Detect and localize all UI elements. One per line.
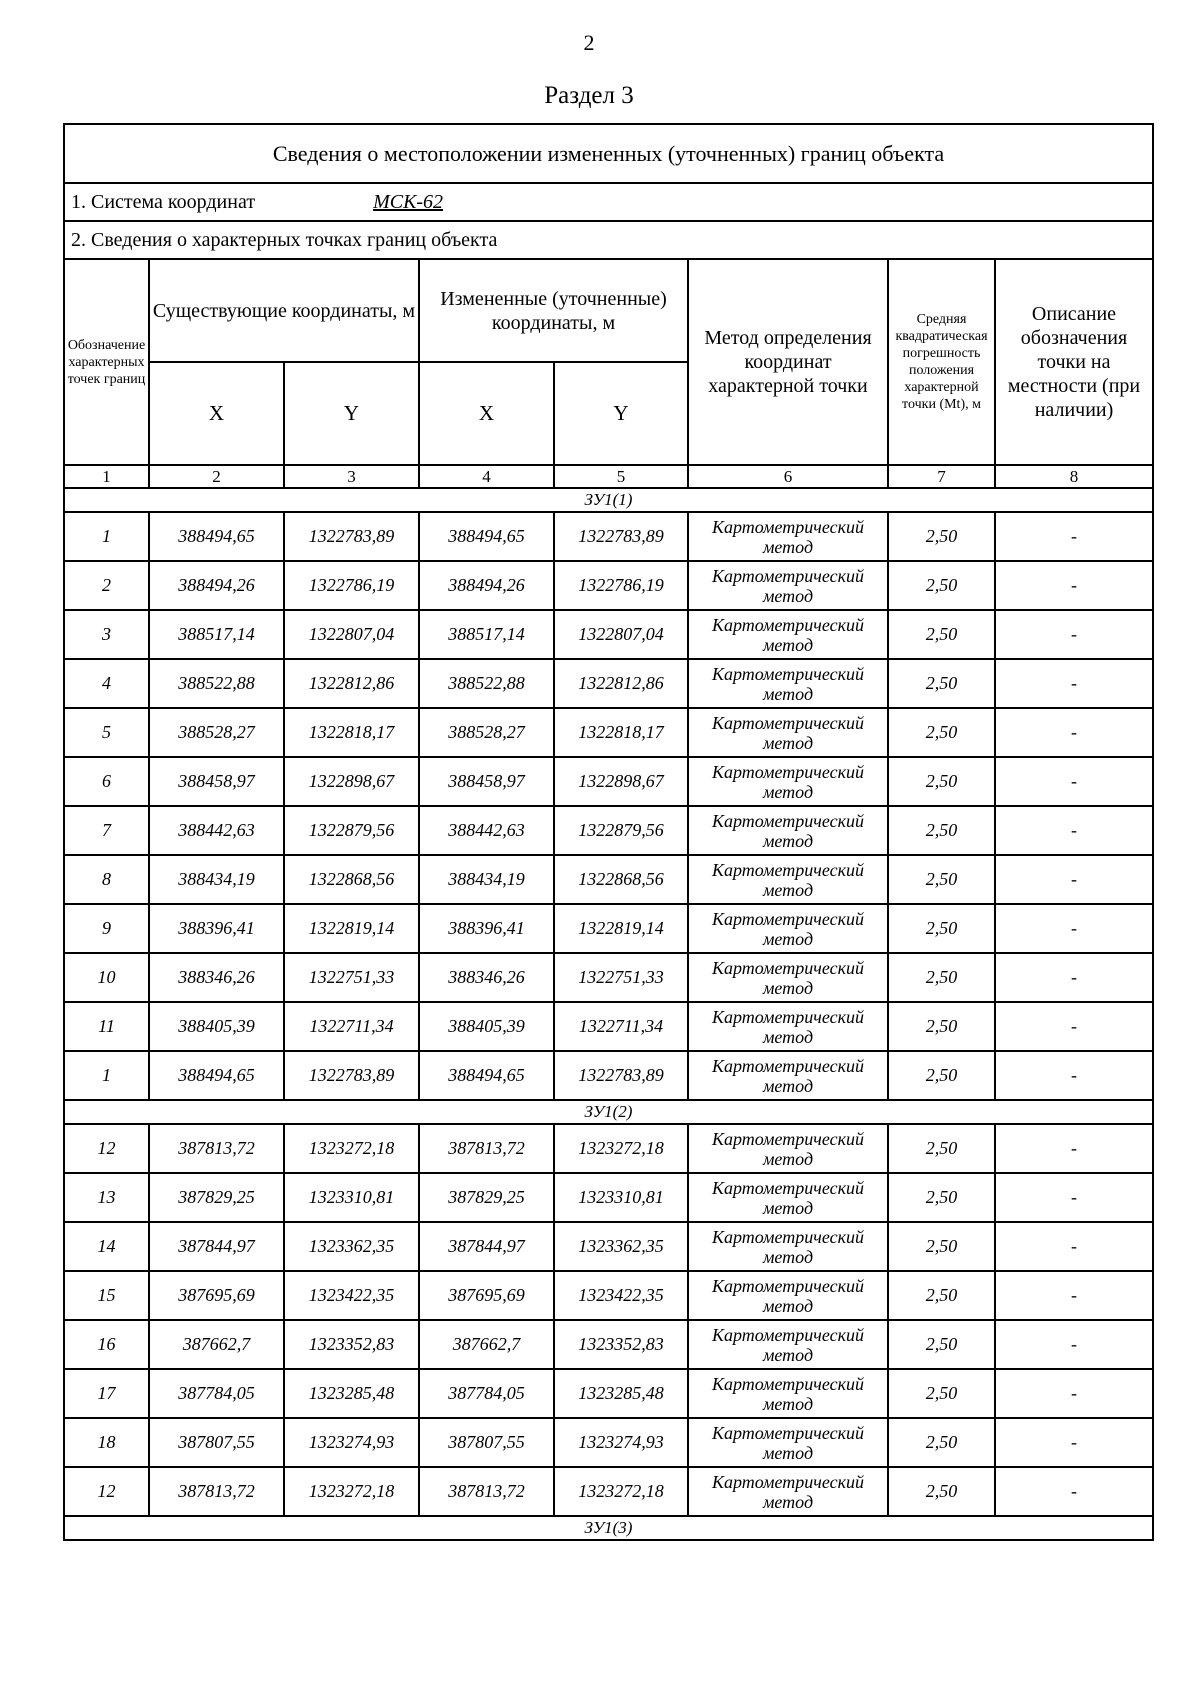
cell-existing-y: 1322819,14	[284, 904, 419, 953]
cell-point-id: 2	[64, 561, 149, 610]
group-name: ЗУ1(1)	[64, 488, 1153, 512]
group-row	[64, 488, 1153, 512]
cell-existing-x: 388346,26	[149, 953, 284, 1002]
cell-changed-x: 388405,39	[419, 1002, 554, 1051]
coord-system-value: МСК-62	[373, 190, 444, 213]
cell-description: -	[995, 512, 1153, 561]
cell-changed-x: 388458,97	[419, 757, 554, 806]
cell-method: Картометрический метод	[688, 1369, 888, 1418]
cell-changed-x: 387784,05	[419, 1369, 554, 1418]
cell-changed-y: 1323274,93	[554, 1418, 688, 1467]
cell-point-id: 15	[64, 1271, 149, 1320]
cell-point-id: 4	[64, 659, 149, 708]
cell-changed-x: 387807,55	[419, 1418, 554, 1467]
cell-description: -	[995, 659, 1153, 708]
cell-existing-x: 387807,55	[149, 1418, 284, 1467]
cell-error: 2,50	[888, 1222, 995, 1271]
cell-description: -	[995, 1467, 1153, 1516]
cell-existing-y: 1322711,34	[284, 1002, 419, 1051]
cell-point-id: 13	[64, 1173, 149, 1222]
cell-description: -	[995, 1124, 1153, 1173]
cell-point-id: 1	[64, 512, 149, 561]
table-row	[64, 1124, 1153, 1173]
table-body	[64, 124, 1153, 1540]
cell-existing-x: 387695,69	[149, 1271, 284, 1320]
cell-changed-x: 388528,27	[419, 708, 554, 757]
cell-changed-x: 387662,7	[419, 1320, 554, 1369]
column-number: 1	[64, 465, 149, 488]
cell-changed-x: 388442,63	[419, 806, 554, 855]
cell-changed-x: 388494,65	[419, 1051, 554, 1100]
cell-method: Картометрический метод	[688, 806, 888, 855]
cell-point-id: 12	[64, 1467, 149, 1516]
cell-point-id: 17	[64, 1369, 149, 1418]
cell-changed-y: 1322783,89	[554, 512, 688, 561]
cell-existing-y: 1322807,04	[284, 610, 419, 659]
table-row	[64, 1467, 1153, 1516]
cell-description: -	[995, 561, 1153, 610]
cell-description: -	[995, 1271, 1153, 1320]
cell-existing-y: 1322751,33	[284, 953, 419, 1002]
cell-point-id: 16	[64, 1320, 149, 1369]
cell-existing-x: 388458,97	[149, 757, 284, 806]
cell-existing-y: 1323422,35	[284, 1271, 419, 1320]
cell-changed-x: 387695,69	[419, 1271, 554, 1320]
cell-existing-y: 1322783,89	[284, 512, 419, 561]
table-row	[64, 1320, 1153, 1369]
column-numbers-row	[64, 465, 1153, 488]
header-designation: Обозначение характерных точек границ	[64, 259, 149, 465]
cell-description: -	[995, 610, 1153, 659]
cell-existing-y: 1322818,17	[284, 708, 419, 757]
cell-method: Картометрический метод	[688, 1271, 888, 1320]
header-changed-y: Y	[554, 362, 688, 465]
cell-point-id: 8	[64, 855, 149, 904]
cell-point-id: 18	[64, 1418, 149, 1467]
cell-method: Картометрический метод	[688, 708, 888, 757]
cell-existing-x: 387784,05	[149, 1369, 284, 1418]
cell-changed-y: 1322819,14	[554, 904, 688, 953]
cell-error: 2,50	[888, 1051, 995, 1100]
cell-point-id: 7	[64, 806, 149, 855]
cell-existing-x: 387662,7	[149, 1320, 284, 1369]
header-description: Описание обозначения точки на местности (при наличии)	[995, 259, 1153, 465]
cell-changed-y: 1322786,19	[554, 561, 688, 610]
cell-existing-x: 388434,19	[149, 855, 284, 904]
cell-existing-x: 388517,14	[149, 610, 284, 659]
table-row	[64, 1222, 1153, 1271]
cell-error: 2,50	[888, 610, 995, 659]
column-number: 7	[888, 465, 995, 488]
cell-changed-y: 1323310,81	[554, 1173, 688, 1222]
boundary-points-table	[63, 123, 1154, 1541]
cell-changed-y: 1323352,83	[554, 1320, 688, 1369]
coord-system-label: 1. Система координат	[71, 190, 256, 213]
cell-error: 2,50	[888, 806, 995, 855]
table-row	[64, 1271, 1153, 1320]
cell-method: Картометрический метод	[688, 1051, 888, 1100]
cell-error: 2,50	[888, 1271, 995, 1320]
cell-error: 2,50	[888, 512, 995, 561]
cell-changed-y: 1322868,56	[554, 855, 688, 904]
cell-existing-y: 1322898,67	[284, 757, 419, 806]
cell-existing-x: 388405,39	[149, 1002, 284, 1051]
table-row	[64, 1173, 1153, 1222]
cell-changed-y: 1323422,35	[554, 1271, 688, 1320]
cell-changed-x: 388346,26	[419, 953, 554, 1002]
cell-description: -	[995, 708, 1153, 757]
cell-method: Картометрический метод	[688, 953, 888, 1002]
cell-changed-x: 388494,65	[419, 512, 554, 561]
cell-method: Картометрический метод	[688, 855, 888, 904]
cell-existing-x: 388528,27	[149, 708, 284, 757]
cell-existing-y: 1322868,56	[284, 855, 419, 904]
cell-error: 2,50	[888, 659, 995, 708]
cell-error: 2,50	[888, 1467, 995, 1516]
cell-description: -	[995, 1369, 1153, 1418]
table-row	[64, 561, 1153, 610]
cell-point-id: 14	[64, 1222, 149, 1271]
points-heading: 2. Сведения о характерных точках границ объекта	[64, 221, 1153, 259]
cell-description: -	[995, 1222, 1153, 1271]
table-row	[64, 1002, 1153, 1051]
cell-description: -	[995, 904, 1153, 953]
table-row	[64, 953, 1153, 1002]
cell-changed-y: 1322807,04	[554, 610, 688, 659]
cell-method: Картометрический метод	[688, 1002, 888, 1051]
cell-changed-x: 388494,26	[419, 561, 554, 610]
table-row	[64, 1051, 1153, 1100]
cell-error: 2,50	[888, 953, 995, 1002]
cell-description: -	[995, 855, 1153, 904]
page-number: 2	[583, 30, 595, 55]
header-changed-coords: Измененные (уточненные) координаты, м	[419, 259, 688, 362]
section-title: Раздел 3	[544, 82, 634, 109]
cell-changed-y: 1322812,86	[554, 659, 688, 708]
cell-description: -	[995, 1002, 1153, 1051]
header-method: Метод определения координат характерной точки	[688, 259, 888, 465]
cell-error: 2,50	[888, 1124, 995, 1173]
cell-changed-x: 388434,19	[419, 855, 554, 904]
cell-error: 2,50	[888, 561, 995, 610]
cell-changed-y: 1322898,67	[554, 757, 688, 806]
table-row	[64, 1418, 1153, 1467]
cell-existing-x: 388442,63	[149, 806, 284, 855]
cell-error: 2,50	[888, 1369, 995, 1418]
cell-point-id: 9	[64, 904, 149, 953]
cell-description: -	[995, 1418, 1153, 1467]
table-row	[64, 1369, 1153, 1418]
cell-changed-y: 1323272,18	[554, 1467, 688, 1516]
cell-existing-x: 388494,65	[149, 1051, 284, 1100]
cell-error: 2,50	[888, 904, 995, 953]
cell-point-id: 10	[64, 953, 149, 1002]
cell-existing-y: 1323272,18	[284, 1467, 419, 1516]
cell-existing-y: 1322879,56	[284, 806, 419, 855]
column-number: 3	[284, 465, 419, 488]
cell-method: Картометрический метод	[688, 610, 888, 659]
cell-method: Картометрический метод	[688, 1173, 888, 1222]
cell-point-id: 1	[64, 1051, 149, 1100]
cell-method: Картометрический метод	[688, 512, 888, 561]
cell-changed-x: 387813,72	[419, 1467, 554, 1516]
cell-point-id: 3	[64, 610, 149, 659]
table-title: Сведения о местоположении измененных (уточненных) границ объекта	[64, 124, 1153, 183]
table-row	[64, 904, 1153, 953]
cell-error: 2,50	[888, 1002, 995, 1051]
cell-changed-x: 387844,97	[419, 1222, 554, 1271]
cell-error: 2,50	[888, 1173, 995, 1222]
cell-changed-y: 1322751,33	[554, 953, 688, 1002]
cell-description: -	[995, 757, 1153, 806]
cell-changed-y: 1323285,48	[554, 1369, 688, 1418]
cell-changed-y: 1323362,35	[554, 1222, 688, 1271]
cell-changed-x: 388522,88	[419, 659, 554, 708]
cell-method: Картометрический метод	[688, 561, 888, 610]
cell-method: Картометрический метод	[688, 1418, 888, 1467]
cell-existing-x: 387829,25	[149, 1173, 284, 1222]
cell-changed-y: 1322711,34	[554, 1002, 688, 1051]
column-number: 6	[688, 465, 888, 488]
cell-existing-y: 1323272,18	[284, 1124, 419, 1173]
cell-method: Картометрический метод	[688, 904, 888, 953]
cell-changed-y: 1322818,17	[554, 708, 688, 757]
cell-existing-x: 388396,41	[149, 904, 284, 953]
cell-existing-x: 387813,72	[149, 1124, 284, 1173]
cell-existing-y: 1322812,86	[284, 659, 419, 708]
column-number: 4	[419, 465, 554, 488]
cell-existing-y: 1323362,35	[284, 1222, 419, 1271]
cell-error: 2,50	[888, 1320, 995, 1369]
table-row	[64, 512, 1153, 561]
cell-method: Картометрический метод	[688, 1320, 888, 1369]
group-row	[64, 1100, 1153, 1124]
cell-description: -	[995, 953, 1153, 1002]
coord-system-row	[64, 183, 1153, 221]
cell-existing-y: 1323310,81	[284, 1173, 419, 1222]
cell-existing-x: 387844,97	[149, 1222, 284, 1271]
cell-error: 2,50	[888, 757, 995, 806]
cell-existing-x: 388494,65	[149, 512, 284, 561]
cell-error: 2,50	[888, 1418, 995, 1467]
cell-method: Картометрический метод	[688, 1467, 888, 1516]
table-row	[64, 855, 1153, 904]
cell-point-id: 12	[64, 1124, 149, 1173]
cell-existing-x: 388494,26	[149, 561, 284, 610]
table-row	[64, 610, 1153, 659]
cell-error: 2,50	[888, 855, 995, 904]
group-row	[64, 1516, 1153, 1540]
cell-description: -	[995, 1173, 1153, 1222]
cell-changed-y: 1322783,89	[554, 1051, 688, 1100]
table-row	[64, 806, 1153, 855]
cell-changed-y: 1322879,56	[554, 806, 688, 855]
cell-existing-x: 387813,72	[149, 1467, 284, 1516]
cell-method: Картометрический метод	[688, 757, 888, 806]
cell-point-id: 6	[64, 757, 149, 806]
cell-method: Картометрический метод	[688, 1124, 888, 1173]
header-changed-x: X	[419, 362, 554, 465]
group-name: ЗУ1(2)	[64, 1100, 1153, 1124]
cell-method: Картометрический метод	[688, 659, 888, 708]
cell-changed-x: 388517,14	[419, 610, 554, 659]
cell-description: -	[995, 806, 1153, 855]
cell-description: -	[995, 1051, 1153, 1100]
column-number: 5	[554, 465, 688, 488]
cell-existing-y: 1323352,83	[284, 1320, 419, 1369]
cell-changed-x: 387829,25	[419, 1173, 554, 1222]
table-row	[64, 757, 1153, 806]
cell-existing-x: 388522,88	[149, 659, 284, 708]
column-number: 2	[149, 465, 284, 488]
header-existing-x: X	[149, 362, 284, 465]
cell-description: -	[995, 1320, 1153, 1369]
cell-changed-x: 387813,72	[419, 1124, 554, 1173]
cell-error: 2,50	[888, 708, 995, 757]
header-existing-coords: Существующие координаты, м	[149, 259, 419, 362]
table-row	[64, 659, 1153, 708]
table-row	[64, 708, 1153, 757]
cell-method: Картометрический метод	[688, 1222, 888, 1271]
header-existing-y: Y	[284, 362, 419, 465]
cell-existing-y: 1323274,93	[284, 1418, 419, 1467]
cell-existing-y: 1322783,89	[284, 1051, 419, 1100]
group-name: ЗУ1(3)	[64, 1516, 1153, 1540]
column-number: 8	[995, 465, 1153, 488]
cell-changed-y: 1323272,18	[554, 1124, 688, 1173]
cell-existing-y: 1322786,19	[284, 561, 419, 610]
cell-point-id: 5	[64, 708, 149, 757]
cell-existing-y: 1323285,48	[284, 1369, 419, 1418]
cell-point-id: 11	[64, 1002, 149, 1051]
cell-changed-x: 388396,41	[419, 904, 554, 953]
header-error: Средняя квадратическая погрешность положения характерной точки (Mt), м	[888, 259, 995, 465]
